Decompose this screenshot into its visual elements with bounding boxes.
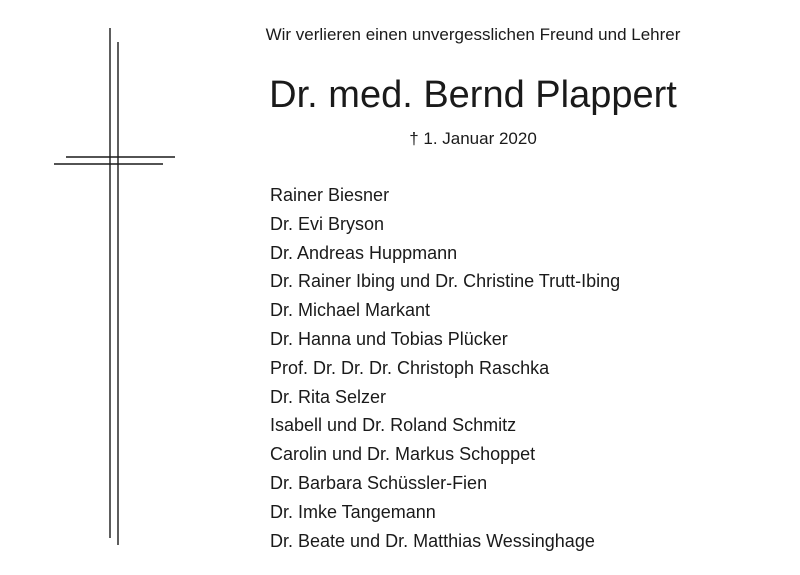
mourner-name: Rainer Biesner [270,185,390,205]
death-date: † 1. Januar 2020 [409,129,537,148]
mourner-name: Dr. Hanna und Tobias Plücker [270,328,508,349]
mourner-name: Dr. Imke Tangemann [270,501,436,522]
mourner-name: Prof. Dr. Dr. Dr. Christoph Raschka [270,357,550,378]
mourner-name: Dr. Michael Markant [270,300,431,321]
mourner-list [270,181,620,555]
cross-icon [0,0,200,575]
deceased-name: Dr. med. Bernd Plappert [269,74,677,116]
mourner-name: Dr. Rainer Ibing und Dr. Christine Trutt-Ibing [270,271,621,292]
intro-text: Wir verlieren einen unvergesslichen Freund und Lehrer [265,25,681,44]
mourner-name: Dr. Rita Selzer [270,386,387,407]
mourner-name: Dr. Evi Bryson [270,213,385,234]
mourner-name: Dr. Andreas Huppmann [270,242,458,263]
mourner-name: Dr. Beate und Dr. Matthias Wessinghage [270,530,595,551]
mourner-name: Carolin und Dr. Markus Schoppet [270,444,536,465]
mourner-name: Dr. Barbara Schüssler-Fien [270,472,488,493]
mourner-name: Isabell und Dr. Roland Schmitz [270,415,517,436]
